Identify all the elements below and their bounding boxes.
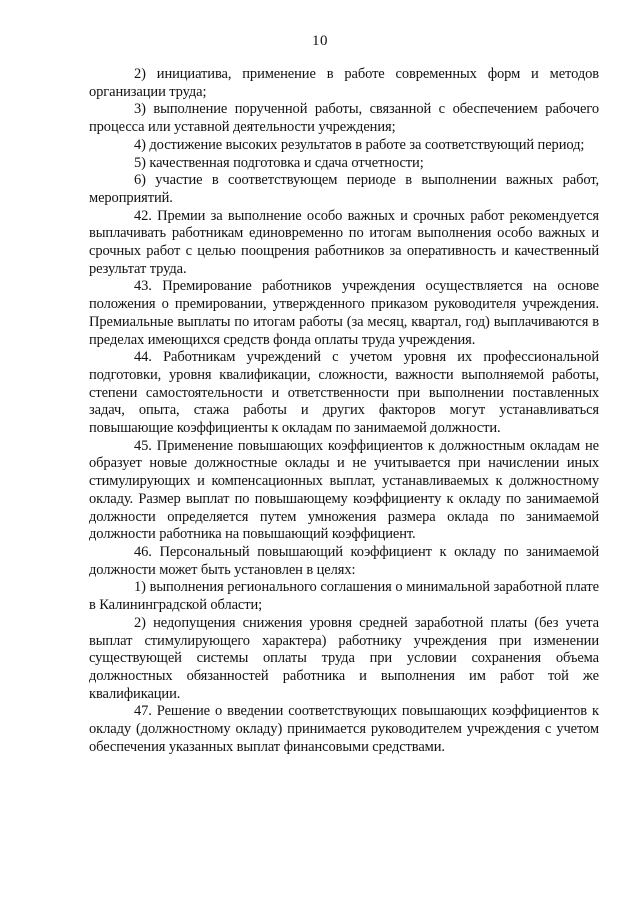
clause-46: 46. Персональный повышающий коэффициент к окладу по занимаемой должности может быть установлен в целях: — [89, 543, 599, 578]
list-item-3: 3) выполнение порученной работы, связанной с обеспечением рабочего процесса или уставной деятельности учреждения; — [89, 101, 599, 136]
list-item-4: 4) достижение высоких результатов в работе за соответствующий период; — [134, 136, 585, 153]
list-item-5: 5) качественная подготовка и сдача отчетности; — [134, 154, 424, 171]
clause-42: 42. Премии за выполнение особо важных и срочных работ рекомендуется выплачивать работникам единовременно по итогам выполнения особо важных и срочных работ с целью поощрения работников за оперативность и качественный результат труда. — [89, 207, 599, 277]
clause-44: 44. Работникам учреждений с учетом уровня их профессиональной подготовки, уровня квалификации, сложности, важности выполняемой работы, степени самостоятельности и ответственности при выполнении поставленных задач, опыта, стажа работы и других факторов могут устанавливаться повышающие коэффициенты к окладам по занимаемой должности. — [89, 349, 599, 437]
document-body — [89, 66, 599, 756]
clause-46-item-2: 2) недопущения снижения уровня средней заработной платы (без учета выплат стимулирующего характера) работнику учреждения при изменении существующей системы оплаты труда при условии сохранения объема должностных обязанностей работника и выполнения им работ той же квалификации. — [89, 614, 599, 702]
clause-43: 43. Премирование работников учреждения осуществляется на основе положения о премировании, утвержденного приказом руководителя учреждения. Премиальные выплаты по итогам работы (за месяц, квартал, год) выплачиваются в пределах имеющихся средств фонда оплаты труда учреждения. — [89, 278, 599, 348]
list-item-6: 6) участие в соответствующем периоде в выполнении важных работ, мероприятий. — [89, 172, 599, 206]
clause-46-item-1: 1) выполнения регионального соглашения о минимальной заработной плате в Калининградской области; — [89, 579, 599, 614]
list-item-2: 2) инициатива, применение в работе современных форм и методов организации труда; — [89, 66, 599, 100]
page-number: 10 — [312, 33, 328, 49]
clause-45: 45. Применение повышающих коэффициентов к должностным окладам не образует новые должностные оклады и не учитывается при начислении иных стимулирующих и компенсационных выплат, устанавливаемых к должностному окладу. Размер выплат по повышающему коэффициенту к окладу по занимаемой должности определяется путем умножения размера оклада по занимаемой должности работника на повышающий коэффициент. — [89, 437, 599, 543]
clause-47: 47. Решение о введении соответствующих повышающих коэффициентов к окладу (должностному окладу) принимается руководителем учреждения с учетом обеспечения указанных выплат финансовыми средствами. — [89, 703, 599, 755]
